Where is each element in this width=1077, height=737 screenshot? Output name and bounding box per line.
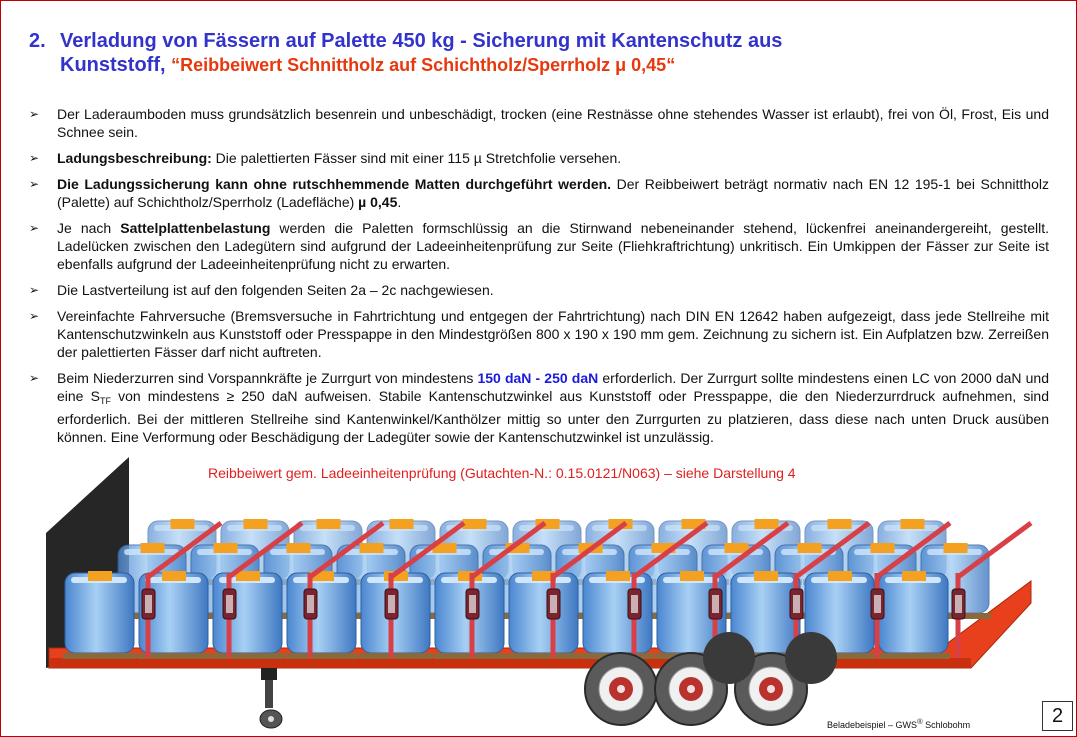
title-number: 2. bbox=[29, 30, 46, 52]
ratchet-handle bbox=[469, 595, 476, 613]
bullet-bold-text: Ladungsbeschreibung: bbox=[57, 150, 212, 166]
bullet-arrow-icon: ➢ bbox=[29, 221, 40, 235]
ratchet-handle bbox=[307, 595, 314, 613]
hub-center bbox=[617, 685, 625, 693]
hub-center bbox=[767, 685, 775, 693]
bullet-arrow-icon: ➢ bbox=[29, 371, 40, 385]
edge-protector bbox=[171, 519, 195, 529]
bullet-text: Die palettierten Fässer sind mit einer 115 µ Stretchfolie versehen. bbox=[211, 150, 622, 166]
bullet-text: erforderlich. Der Zurrgurt sollte mindestens einen LC von 2000 daN und eine S bbox=[57, 370, 1050, 404]
edge-protector bbox=[901, 519, 925, 529]
bullet-item bbox=[29, 281, 1049, 299]
edge-protector bbox=[680, 571, 704, 581]
drum bbox=[509, 573, 578, 653]
wheel-back bbox=[703, 632, 755, 684]
bullet-text: Die Lastverteilung ist auf den folgenden Seiten 2a – 2c nachgewiesen. bbox=[57, 282, 494, 298]
bullet-item bbox=[29, 149, 1049, 167]
bullet-arrow-icon: ➢ bbox=[29, 309, 40, 323]
ratchet-handle bbox=[874, 595, 881, 613]
bullet-text-pre: Je nach bbox=[57, 220, 121, 236]
edge-protector bbox=[828, 571, 852, 581]
drum bbox=[65, 573, 134, 653]
drum bbox=[287, 573, 356, 653]
bullet-arrow-icon: ➢ bbox=[29, 151, 40, 165]
ratchet-handle bbox=[712, 595, 719, 613]
stf-subscript: TF bbox=[99, 396, 111, 406]
wheel-back bbox=[785, 632, 837, 684]
drum bbox=[879, 573, 948, 653]
edge-protector bbox=[162, 571, 186, 581]
edge-protector bbox=[871, 543, 895, 553]
landing-gear-bolt bbox=[268, 716, 274, 722]
title-line2-main: Kunststoff, bbox=[60, 54, 166, 76]
bullet-arrow-icon: ➢ bbox=[29, 177, 40, 191]
page-title bbox=[29, 29, 1029, 77]
title-line2 bbox=[29, 53, 1029, 77]
edge-protector bbox=[141, 543, 165, 553]
edge-protector bbox=[317, 519, 341, 529]
ratchet-handle bbox=[145, 595, 152, 613]
bullet-bold-text: Die Ladungssicherung kann ohne rutschhemmende Matten durchgeführt werden. bbox=[57, 176, 612, 192]
bullet-list bbox=[29, 105, 1049, 454]
bullet-arrow-icon: ➢ bbox=[29, 107, 40, 121]
ratchet-handle bbox=[388, 595, 395, 613]
bullet-item bbox=[29, 369, 1049, 446]
drum bbox=[583, 573, 652, 653]
edge-protector bbox=[754, 571, 778, 581]
edge-protector bbox=[390, 519, 414, 529]
landing-gear-head bbox=[261, 668, 277, 680]
pallet bbox=[359, 653, 432, 659]
ratchet-handle bbox=[226, 595, 233, 613]
page-number: 2 bbox=[1042, 701, 1073, 731]
edge-protector bbox=[287, 543, 311, 553]
figure-caption: Reibbeiwert gem. Ladeeinheitenprüfung (Gutachten-N.: 0.15.0121/N063) – siehe Darstellung 4 bbox=[208, 465, 796, 481]
bullet-item bbox=[29, 219, 1049, 273]
edge-protector bbox=[944, 543, 968, 553]
ratchet-handle bbox=[550, 595, 557, 613]
bullet-text: Der Reibbeiwert beträgt normativ nach EN 12 195-1 bei Schnittholz (Palette) auf Schichtholz/Sperrholz (Ladefläche) bbox=[57, 176, 1049, 210]
edge-protector bbox=[360, 543, 384, 553]
edge-protector bbox=[798, 543, 822, 553]
bullet-text: Der Laderaumboden muss grundsätzlich besenrein und unbeschädigt, trocken (eine Restnässe ohne stehendes Wasser ist erlaubt), frei von Öl, Frost, Eis und Schnee sein. bbox=[57, 106, 1049, 140]
edge-protector bbox=[725, 543, 749, 553]
footer-reg: ® bbox=[917, 717, 923, 726]
ratchet-handle bbox=[793, 595, 800, 613]
bullet-bold-text: Sattelplattenbelastung bbox=[120, 220, 271, 236]
bullet-arrow-icon: ➢ bbox=[29, 283, 40, 297]
bullet-text: werden die Paletten formschlüssig an die Stirnwand nebeneinander stehend, lückenfrei aneinandergereiht, gestellt. Ladelücken zwischen den Ladegütern sind aufgrund der Ladeeinheitenprüfung zur Seite (Fliehkraftrichtung) unkritisch. Ein Umkippen der Fässer zur Seite ist ebenfalls aufgrund der Ladeeinheitenprüfung nicht zu erwarten. bbox=[57, 220, 1049, 272]
title-subtitle: “Reibbeiwert Schnittholz auf Schichtholz/Sperrholz μ 0,45“ bbox=[171, 55, 676, 75]
bullet-item bbox=[29, 175, 1049, 211]
bullet-text: Vereinfachte Fahrversuche (Bremsversuche in Fahrtrichtung und entgegen der Fahrtrichtung) nach DIN EN 12642 haben aufgezeigt, dass jede Stellreihe mit Kantenschutzwinkeln aus Kunststoff oder Presspappe in den Mindestgrößen 800 x 190 x 190 mm gem. Zeichnung zu sichern ist. Ein Aufplatzen bzw. Zerreißen der palettierten Fässer darf nicht auftreten. bbox=[57, 308, 1049, 360]
edge-protector bbox=[88, 571, 112, 581]
bullet-item bbox=[29, 307, 1049, 361]
bullet-item bbox=[29, 105, 1049, 141]
title-line1: Verladung von Fässern auf Palette 450 kg - Sicherung mit Kantenschutz aus bbox=[60, 30, 783, 52]
edge-protector bbox=[236, 571, 260, 581]
edge-protector bbox=[828, 519, 852, 529]
pallet bbox=[63, 653, 136, 659]
edge-protector bbox=[214, 543, 238, 553]
bullet-text-end: von mindestens ≥ 250 daN aufweisen. Stabile Kantenschutzwinkel aus Kunststoff oder Presspappe, die den Niederzurrdruck aufnehmen, sind erforderlich. Bei der mittleren Stellreihe sind Kantenwinkel/Kanthölzer mittig so unter den Zurrgurten zu platzieren, dass diese nach unten Druck ausüben können. Eine Verformung oder Beschädigung der Ladegüter sowie der Kantenschutzwinkel ist unzulässig. bbox=[57, 388, 1049, 445]
pallet bbox=[285, 653, 358, 659]
hub-center bbox=[687, 685, 695, 693]
footer-label: Beladebeispiel – GWS bbox=[827, 720, 918, 730]
edge-protector bbox=[606, 571, 630, 581]
bullet-text-end: . bbox=[397, 194, 402, 210]
pretension-value: 150 daN - 250 daN bbox=[477, 370, 599, 386]
pallet bbox=[211, 653, 284, 659]
pallet bbox=[877, 653, 950, 659]
pallet bbox=[507, 653, 580, 659]
ratchet-handle bbox=[631, 595, 638, 613]
footer-credit bbox=[827, 717, 970, 730]
edge-protector bbox=[902, 571, 926, 581]
bullet-text-pre: Beim Niederzurren sind Vorspannkräfte je Zurrgurt von mindestens bbox=[57, 370, 478, 386]
edge-protector bbox=[755, 519, 779, 529]
trailer-illustration bbox=[41, 453, 1041, 737]
edge-protector bbox=[244, 519, 268, 529]
edge-protector bbox=[463, 519, 487, 529]
ratchet-handle bbox=[955, 595, 962, 613]
footer-name: Schlobohm bbox=[922, 720, 971, 730]
friction-value: µ 0,45 bbox=[358, 194, 398, 210]
